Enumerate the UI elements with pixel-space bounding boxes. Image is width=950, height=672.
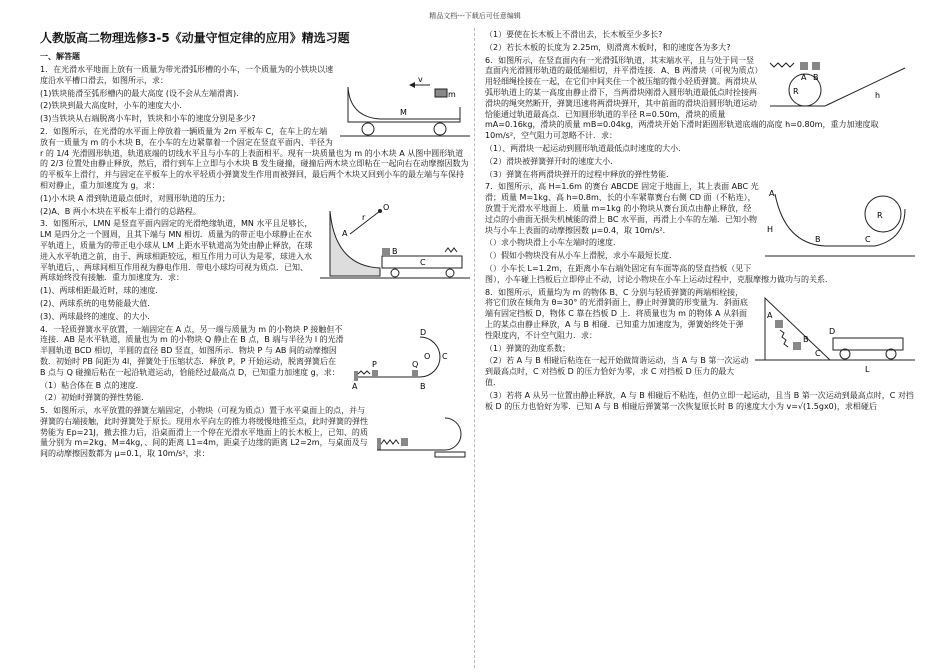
q7-label-A: A: [769, 189, 775, 199]
q1-part1: (1)铁块能滑至弧形槽内的最大高度 (设不会从左端滑离)．: [40, 88, 245, 98]
q7-text: 7．如图所示，高 H=1.6m 的赛台 ABCDE 固定于地面上，其上表面 ABC 光滑；质量 M=1kg、高 h=0.8m、长的小车紧靠赛台右侧 CD 面（不粘连），放置于光滑水平地面上．质量 m=1kg 的小物块从赛台顶点由静止释放，经过点的小曲面无损失机械能的滑上 BC 水平面，再滑上小车的左端．已知小物块与小车上表面的动摩擦因数 μ=0.4，取 10m/s²．: [485, 182, 759, 235]
right-column: [485, 30, 915, 414]
q4-label-B: B: [420, 381, 426, 391]
q8-label-B: B: [803, 334, 809, 344]
q5-part1: （1）要使在长木板上不滑出去，长木板至少多长?: [485, 30, 663, 39]
q6-text: 6．如图所示，在竖直面内有一光滑弧形轨道，其末端水平，且与处于同一竖直面内光滑圆形轨道的最低端相切，并平滑连接．A、B 两滑块（可视为质点）用轻细绳拴接在一起，在它们中间夹住一个被压缩的微小轻质弹簧。两滑块从弧形轨道上的某一高度由静止滑下，当两滑块刚滑入圆形轨道最低点时拴接两滑块的绳突然断开，弹簧迅速将两滑块弹开，其中前面的滑块沿圆形轨道运动恰能通过轨道最高点．已知圆形轨道的半径 R=0.50m，滑块的质量 mA=0.16kg，滑块的质量 mB=0.04kg，两滑块开始下滑时距圆形轨道底端的高度 h=0.80m，重力加速度取 10m/s²，空气阻力可忽略不计．求：: [485, 55, 879, 141]
q6-label-A: A: [801, 72, 807, 82]
q1-label-m: m: [448, 89, 456, 99]
q8-figure: [755, 290, 915, 378]
q4-part2: （2）初始时弹簧的弹性势能．: [40, 393, 150, 403]
q7-label-B: B: [815, 235, 821, 245]
q3-part3: (3)、两球最终的速度、的大小．: [40, 311, 156, 321]
q1-figure: [340, 67, 470, 145]
q4-figure: [350, 327, 470, 397]
q6-label-h: h: [875, 90, 881, 100]
q7-part2: （）假如小物块没有从小车上滑脱，求小车最短长度．: [485, 251, 677, 261]
q8-text: 8．如图所示，质量均为 m 的物体 B、C 分别与轻质弹簧的两端相栓接，将它们放在倾角为 θ=30° 的光滑斜面上，静止时弹簧的形变量为．斜面底端有固定挡板 D，物体 C 靠在挡板 D 上．将质量也为 m 的物体 A 从斜面上的某点由静止释放，A 与 B 相碰．已知重力加速度为，弹簧始终处于弹性限度内，不计空气阻力．求：: [485, 287, 748, 340]
q4-label-Q: Q: [412, 359, 419, 369]
q6-figure: [765, 58, 915, 118]
q5-text: 5．如图所示，水平放置的弹簧左端固定，小物块（可视为质点）置于水平桌面上的点，并与弹簧的右端接触，此时弹簧处于原长。现用水平向左的推力将缓慢地推至点，此时弹簧的弹性势能为 Ep=21J，撤去推力后，沿桌面滑上一个停在光滑水平地面上的长木板上，已知、的质量分别为 m=2kg、M=4kg，、间的距离 L1=4m，距桌子边缘的距离 L2=2m，与桌面及与间的动摩擦因数都为 μ=0.1，取 10m/s²，求：: [40, 406, 368, 459]
column-divider: [474, 28, 475, 668]
q3-part2: (2)、两球系统的电势能最大值．: [40, 298, 156, 308]
q4-text: 4．一轻质弹簧水平放置，一端固定在 A 点，另一端与质量为 m 的小物块 P 接触但不连接．AB 是水平轨道，质量也为 m 的小物块 Q 静止在 B 点，B 端与半径为 l 的光滑半圆轨道 BCD 相切，半圆的直径 BD 竖直，如图所示．物块 P 与 AB 间的动摩擦因数．初始时 PB 间距为 4l，弹簧处于压缩状态．释放 P，P 开始运动，脱离弹簧后在 B 点与 Q 碰撞后粘在一起沿轨道运动，恰能经过最高点 D，已知重力加速度 g，求：: [40, 324, 344, 377]
q6-label-R: R: [793, 86, 799, 96]
q8-part1: （1）弹簧的劲度系数；: [485, 343, 571, 353]
doc-title: 人教版高二物理选修3-5《动量守恒定律的应用》精选习题: [40, 31, 350, 45]
q1-label-v: v: [418, 74, 423, 84]
q2-label-A: A: [342, 228, 348, 238]
q6-part1: （1）、两滑块一起运动到圆形轨道最低点时速度的大小．: [485, 143, 687, 153]
q2-label-r: r: [362, 212, 366, 222]
q2-text: 2．如图所示，在光滑的水平面上停放着一辆质量为 2m 平板车 C，在车上的左端放有一质量为 m 的小木块 B，在小车的左边紧靠着一个固定在竖直平面内、半径为 r 的 1/4 光滑圆形轨道，轨道底端的切线水平且与小车的上表面相平。现有一块质量也为 m 的小木块 A 从图中圆形轨道的 2/3 位置处由静止释放，然后，滑行到车上立即与小木块 B 发生碰撞，碰撞后两木块立即粘在一起向右在动摩擦因数为的平板车上滑行，并与固定在平板车上的水平轻质小弹簧发生作用而被弹回，最后两个木块又回到小车的最左端与车保持相对静止，重力加速度为 g，求：: [40, 126, 469, 190]
q8-part3: （3）若将 A 从另一位置由静止释放，A 与 B 相碰后不粘连，但仍立即一起运动，且当 B 第一次运动到最高点时，C 对挡板 D 的压力也恰好为零．已知 A 与 B 相碰后弹簧第一次恢复原长时 B 的速度大小为 v=√(1.5gx0)，求相碰后: [485, 390, 914, 411]
q4-part1: （1）粘合体在 B 点的速度．: [40, 380, 144, 390]
q4-label-C: C: [442, 351, 448, 361]
q1-part3: (3)当铁块从右端脱离小车时，铁块和小车的速度分别是多少?: [40, 114, 256, 124]
q3-text: 3．如图所示，LMN 是竖直平面内固定的光滑绝缘轨道，MN 水平且足够长，LM 是四分之一个圆周，且其下端与 MN 相切．质量为的带正电小球静止在水平轨道上，质量为的带正电小球从 LM 上距水平轨道高为处由静止释放，在球进入水平轨道之前，由于、两球相距较远，相互作用力可认为是零，球进入水平轨道后，、两球间相互作用视为静电作用．带电小球均可视为质点．已知、两球始终没有接触．重力加速度为．求：: [40, 219, 313, 283]
q7-label-C: C: [865, 235, 871, 245]
q4-label-O: O: [424, 351, 431, 361]
q8-label-A: A: [767, 310, 773, 320]
q1-label-M: M: [400, 107, 407, 117]
q7-label-H: H: [767, 225, 774, 235]
q8-label-D: D: [829, 326, 836, 336]
q2-part1: (1)小木块 A 滑到轨道最点低时，对圆形轨道的压力；: [40, 193, 230, 203]
q3-part1: (1)、两球相距最近时，球的速度．: [40, 286, 164, 296]
section-heading: 一、解答题: [40, 52, 80, 62]
q4-label-A: A: [352, 381, 358, 391]
q4-label-P: P: [372, 359, 377, 369]
q4-label-D: D: [420, 327, 427, 337]
q6-label-B: B: [813, 72, 819, 82]
left-column: [40, 30, 470, 465]
q2-label-B: B: [392, 246, 398, 256]
q8-part2: （2）若 A 与 B 相碰后粘连在一起开始做简谐运动，当 A 与 B 第一次运动到最高点时，C 对挡板 D 的压力恰好为零，求 C 对挡板 D 压力的最大值．: [485, 356, 749, 387]
q7-part1: （）求小物块滑上小车左端时的速度．: [485, 238, 621, 248]
q8-label-C: C: [815, 348, 821, 358]
q5-figure: [375, 408, 470, 463]
q2-figure: [320, 196, 470, 286]
q1-text: 1．在光滑水平地面上放有一质量为带光滑弧形槽的小车，一个质量为的小铁块以速度沿水平槽口滑去，如图所示，求：: [40, 64, 334, 85]
q8-label-L: L: [865, 364, 870, 374]
q6-part2: （2）滑块被弹簧弹开时的速度大小．: [485, 156, 619, 166]
q6-part3: （3）弹簧在将两滑块弹开的过程中释放的弹性势能．: [485, 169, 675, 179]
q7-figure: [765, 184, 915, 264]
q1-part2: (2)铁块到最大高度时，小车的速度大小．: [40, 101, 188, 111]
q7-label-R: R: [877, 211, 883, 221]
q2-part2: (2)A、B 两小木块在平板车上滑行的总路程。: [40, 206, 201, 216]
q2-label-C: C: [420, 257, 426, 267]
page-header: 精品文档---下载后可任意编辑: [429, 12, 521, 20]
q7-part3: （）小车长 L=1.2m，在距离小车右端处固定有车面等高的竖直挡板（见下图），小车碰上挡板后立即停止不动，讨论小物块在小车上运动过程中，克服摩擦力做功与的关系．: [485, 263, 833, 284]
q2-label-O: O: [383, 202, 390, 212]
q5-part2: （2）若长木板的长度为 2.25m，则滑离木板时，和的速度各为多大?: [485, 42, 731, 52]
